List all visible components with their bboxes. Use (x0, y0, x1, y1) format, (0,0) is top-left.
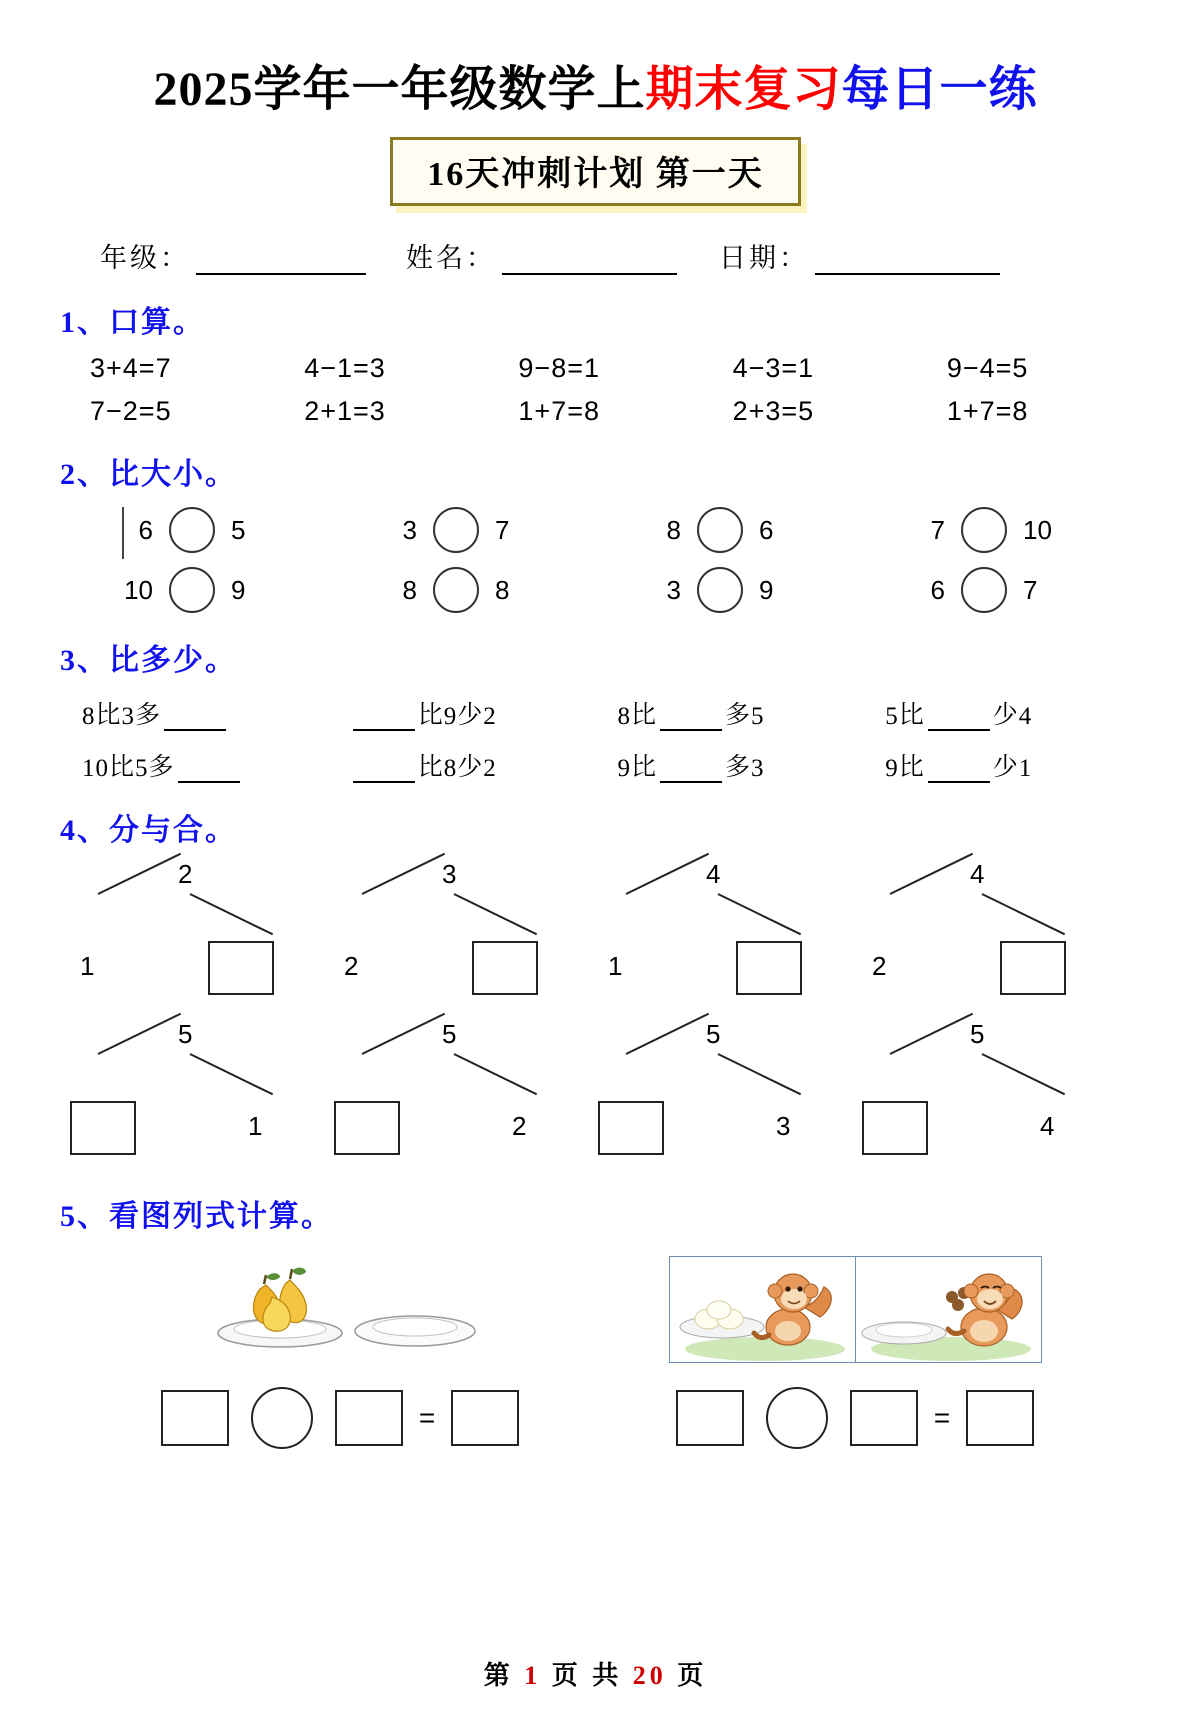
ml-op: 多 (725, 702, 752, 729)
compare-left-number: 7 (930, 514, 945, 545)
bond-answer-box[interactable] (472, 941, 538, 995)
bond-right-leg (454, 1053, 538, 1095)
monkey-photo-left (670, 1257, 856, 1362)
ml-op: 多 (148, 754, 175, 781)
footer-total-pages: 20 (632, 1661, 667, 1690)
number-bond (60, 1019, 324, 1169)
grade-blank[interactable] (196, 247, 366, 275)
bond-right-number: 1 (248, 1111, 263, 1141)
calc-item: 4−1=3 (304, 353, 386, 383)
bond-top-number: 4 (706, 859, 721, 889)
bond-left-leg (626, 1013, 710, 1055)
page-footer (0, 1655, 1191, 1692)
compare-circle[interactable] (697, 507, 743, 553)
compare-item[interactable] (60, 507, 324, 553)
ml-op: 少 (457, 754, 484, 781)
number-bond (852, 1019, 1116, 1169)
equation-left (60, 1387, 620, 1449)
date-blank[interactable] (815, 247, 1000, 275)
subtitle-banner: 16天冲刺计划 第一天 (390, 137, 801, 206)
compare-right-number: 7 (1023, 574, 1038, 605)
compare-item[interactable] (324, 507, 588, 553)
equation-box-1[interactable] (161, 1390, 229, 1446)
ml-blank[interactable] (928, 707, 990, 731)
more-less-item[interactable] (596, 695, 864, 731)
equation-box-2[interactable] (335, 1390, 403, 1446)
monkey-with-empty-plate-icon (856, 1257, 1041, 1362)
compare-left-number: 8 (402, 574, 417, 605)
ml-op: 多 (135, 702, 162, 729)
calc-item: 1+7=8 (518, 396, 600, 426)
title-part-3: 每日一练 (841, 63, 1038, 116)
compare-right-number: 9 (759, 574, 774, 605)
ml-a: 9 (885, 755, 899, 782)
ml-blank[interactable] (928, 759, 990, 783)
calc-row-2 (60, 396, 1131, 427)
bond-right-leg (454, 893, 538, 935)
compare-circle[interactable] (961, 567, 1007, 613)
compare-circle[interactable] (433, 507, 479, 553)
ml-blank[interactable] (178, 759, 240, 783)
more-less-item[interactable] (863, 747, 1131, 783)
bond-left-leg (362, 853, 446, 895)
compare-circle[interactable] (961, 507, 1007, 553)
bond-right-leg (718, 893, 802, 935)
number-bond (324, 859, 588, 1009)
ml-mid: 比 (631, 702, 658, 729)
more-less-row-2 (60, 747, 1131, 783)
bond-top-number: 5 (178, 1019, 193, 1049)
bond-answer-box[interactable] (70, 1101, 136, 1155)
more-less-item[interactable] (596, 747, 864, 783)
compare-circle[interactable] (169, 567, 215, 613)
bond-left-leg (890, 853, 974, 895)
student-info-row (60, 236, 1131, 275)
bond-top-number: 3 (442, 859, 457, 889)
number-bond-row-1 (60, 859, 1131, 1009)
footer-mid: 页 共 (551, 1661, 623, 1690)
calc-item: 7−2=5 (90, 396, 172, 426)
bond-right-leg (982, 893, 1066, 935)
compare-right-number: 8 (495, 574, 510, 605)
ml-a: 8 (617, 703, 631, 730)
monkey-with-eggs-icon (670, 1257, 855, 1362)
ml-mid: 比 (417, 754, 444, 781)
ml-c: 1 (1018, 755, 1033, 782)
ml-mid: 比 (898, 702, 925, 729)
picture-row (60, 1249, 1131, 1369)
compare-left-number: 6 (138, 514, 153, 545)
bond-left-number: 2 (872, 951, 887, 981)
pears-and-plates-icon (200, 1259, 480, 1359)
compare-item[interactable] (324, 567, 588, 613)
ml-a: 9 (617, 755, 631, 782)
ml-blank[interactable] (660, 759, 722, 783)
bond-right-number: 4 (1040, 1111, 1055, 1141)
ml-op: 少 (457, 702, 484, 729)
ml-mid: 比 (417, 702, 444, 729)
equals-sign: = (933, 1402, 951, 1433)
ml-b: 5 (135, 755, 149, 782)
bond-right-number: 2 (512, 1111, 527, 1141)
calc-item: 9−4=5 (946, 353, 1029, 383)
number-bond (60, 859, 324, 1009)
ml-blank[interactable] (660, 707, 722, 731)
ml-op: 多 (725, 754, 752, 781)
equation-row (60, 1387, 1131, 1449)
section-3-heading: 3、比多少。 (60, 644, 237, 677)
bond-top-number: 5 (706, 1019, 721, 1049)
more-less-item[interactable] (328, 747, 596, 783)
name-field[interactable] (406, 236, 677, 275)
ml-a: 10 (82, 755, 109, 782)
number-bond-row-2 (60, 1019, 1131, 1169)
more-less-item[interactable] (328, 695, 596, 731)
calc-item: 2+3=5 (732, 396, 815, 426)
compare-right-number: 9 (231, 574, 246, 605)
compare-item[interactable] (588, 507, 852, 553)
title-part-2: 期末复习 (645, 63, 842, 116)
calc-item: 3+4=7 (90, 353, 172, 383)
equation-box-1[interactable] (676, 1390, 744, 1446)
calc-item: 2+1=3 (304, 396, 386, 426)
title-part-1: 2025学年一年级数学上 (153, 63, 646, 116)
bond-right-number: 3 (776, 1111, 791, 1141)
monkey-photo-right (856, 1257, 1041, 1362)
ml-a: 8 (82, 703, 96, 730)
bond-right-leg (982, 1053, 1066, 1095)
calc-item: 9−8=1 (518, 353, 600, 383)
date-label: 日期： (719, 243, 809, 273)
equation-box-2[interactable] (850, 1390, 918, 1446)
ml-c: 2 (483, 703, 497, 730)
ml-mid: 比 (631, 754, 658, 781)
bond-left-number: 1 (608, 951, 623, 981)
grade-field[interactable] (100, 236, 366, 275)
bond-right-leg (190, 1053, 274, 1095)
ml-blank[interactable] (164, 707, 226, 731)
compare-left-number: 3 (666, 574, 681, 605)
picture-pears-group (60, 1259, 620, 1359)
bond-right-leg (190, 893, 274, 935)
equation-operator-circle[interactable] (251, 1387, 313, 1449)
ml-b: 8 (443, 755, 458, 782)
margin-tick (122, 507, 124, 559)
ml-c: 5 (751, 703, 765, 730)
section-1-heading: 1、口算。 (60, 306, 205, 339)
bond-left-leg (98, 853, 182, 895)
ml-mid: 比 (109, 754, 136, 781)
number-bond (324, 1019, 588, 1169)
bond-top-number: 4 (970, 859, 985, 889)
bond-top-number: 5 (442, 1019, 457, 1049)
bond-left-leg (362, 1013, 446, 1055)
picture-monkeys-group (620, 1256, 1090, 1363)
number-bond (852, 859, 1116, 1009)
bond-top-number: 5 (970, 1019, 985, 1049)
more-less-item[interactable] (60, 695, 328, 731)
equation-result-box[interactable] (966, 1390, 1034, 1446)
section-4-heading: 4、分与合。 (60, 814, 237, 847)
ml-b: 9 (443, 703, 458, 730)
bond-left-number: 2 (344, 951, 359, 981)
ml-c: 4 (1018, 703, 1033, 730)
compare-item[interactable] (60, 567, 324, 613)
calc-item: 1+7=8 (946, 396, 1029, 426)
section-5-heading: 5、看图列式计算。 (60, 1200, 333, 1233)
compare-right-number: 5 (231, 514, 246, 545)
ml-c: 3 (751, 755, 765, 782)
compare-item[interactable] (588, 567, 852, 613)
compare-left-number: 3 (402, 514, 417, 545)
bond-right-leg (718, 1053, 802, 1095)
ml-op: 少 (992, 754, 1019, 781)
more-less-item[interactable] (863, 695, 1131, 731)
footer-prefix: 第 (483, 1661, 514, 1690)
ml-mid: 比 (898, 754, 925, 781)
footer-suffix: 页 (677, 1661, 708, 1690)
calc-item: 4−3=1 (732, 353, 815, 383)
compare-right-number: 6 (759, 514, 774, 545)
calc-row-1 (60, 353, 1131, 384)
compare-circle[interactable] (697, 567, 743, 613)
monkey-photo-frame (669, 1256, 1042, 1363)
bond-left-number: 1 (80, 951, 95, 981)
bond-answer-box[interactable] (208, 941, 274, 995)
number-bond (588, 1019, 852, 1169)
more-less-item[interactable] (60, 747, 328, 783)
bond-answer-box[interactable] (736, 941, 802, 995)
ml-c: 2 (483, 755, 497, 782)
compare-row-2 (60, 567, 1131, 613)
ml-mid: 比 (95, 702, 122, 729)
compare-left-number: 8 (666, 514, 681, 545)
ml-a: 5 (885, 703, 899, 730)
section-2-heading: 2、比大小。 (60, 458, 237, 491)
compare-circle[interactable] (433, 567, 479, 613)
compare-circle[interactable] (169, 507, 215, 553)
equation-operator-circle[interactable] (766, 1387, 828, 1449)
compare-left-number: 10 (124, 574, 153, 605)
bond-answer-box[interactable] (862, 1101, 928, 1155)
more-less-row-1 (60, 695, 1131, 731)
name-label: 姓名： (406, 243, 496, 273)
footer-page-number: 1 (524, 1661, 542, 1690)
compare-row-1 (60, 507, 1131, 553)
date-field[interactable] (719, 236, 1000, 275)
compare-right-number: 10 (1023, 514, 1052, 545)
bond-left-leg (890, 1013, 974, 1055)
worksheet-page (0, 50, 1191, 1734)
bond-answer-box[interactable] (334, 1101, 400, 1155)
ml-blank[interactable] (353, 707, 415, 731)
name-blank[interactable] (502, 247, 677, 275)
bond-answer-box[interactable] (598, 1101, 664, 1155)
bond-top-number: 2 (178, 859, 193, 889)
bond-left-leg (626, 853, 710, 895)
equation-right (620, 1387, 1090, 1449)
equation-result-box[interactable] (451, 1390, 519, 1446)
ml-b: 3 (121, 703, 136, 730)
ml-op: 少 (992, 702, 1019, 729)
grade-label: 年级： (100, 243, 190, 273)
compare-right-number: 7 (495, 514, 510, 545)
compare-item[interactable] (852, 507, 1116, 553)
bond-left-leg (98, 1013, 182, 1055)
page-title (60, 50, 1131, 119)
equals-sign: = (418, 1402, 436, 1433)
compare-item[interactable] (852, 567, 1116, 613)
subtitle-wrapper (60, 137, 1131, 206)
number-bond (588, 859, 852, 1009)
compare-left-number: 6 (930, 574, 945, 605)
bond-answer-box[interactable] (1000, 941, 1066, 995)
ml-blank[interactable] (353, 759, 415, 783)
